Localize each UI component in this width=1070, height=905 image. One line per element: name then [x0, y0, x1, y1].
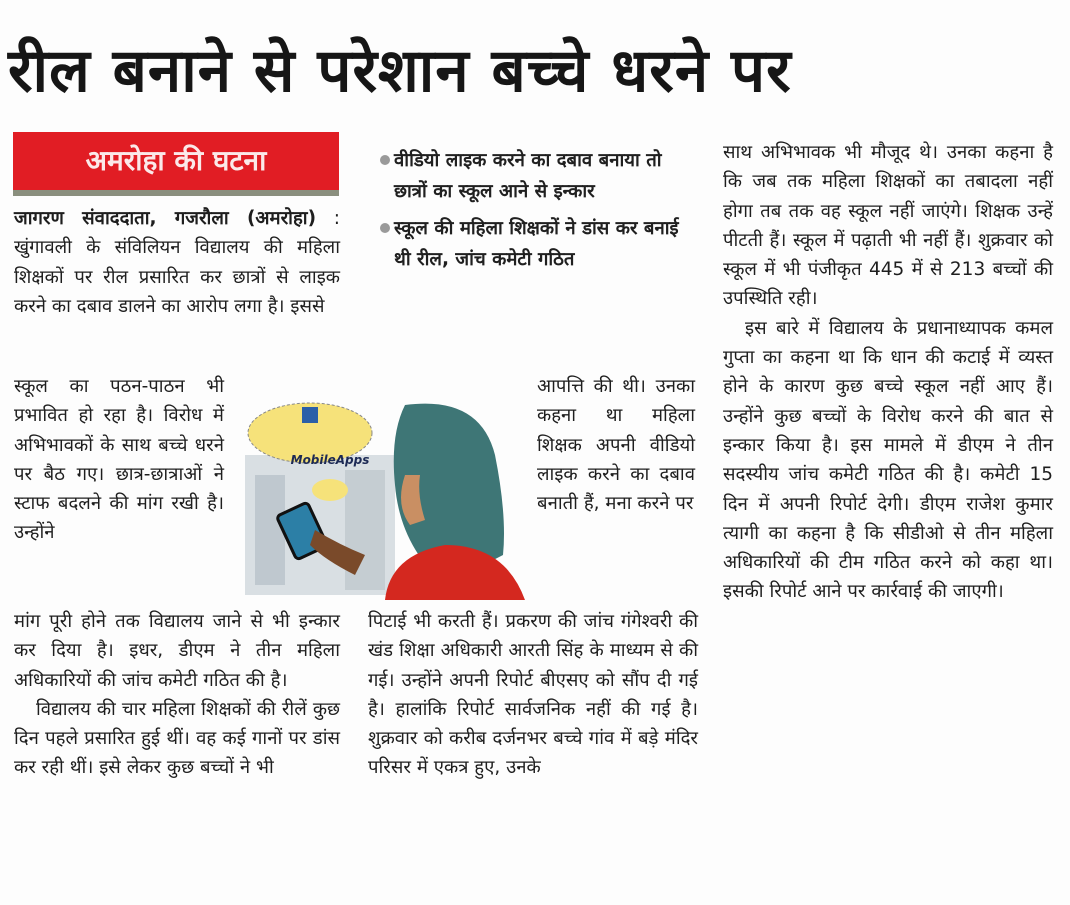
byline: जागरण संवाददाता, गजरौला (अमरोहा) [14, 208, 317, 229]
column-3 [723, 138, 1053, 607]
bullet-icon [380, 155, 390, 165]
headline: रील बनाने से परेशान बच्चे धरने पर [8, 36, 792, 106]
bullet-icon [380, 223, 390, 233]
column-1-intro [14, 204, 340, 321]
illustration-woman-with-phone [245, 395, 525, 600]
highlight-item: वीडियो लाइक करने का दबाव बनाया तो छात्रों का स्कूल आने से इन्कार [380, 145, 680, 207]
paragraph: इस बारे में विद्यालय के प्रधानाध्यापक कमल गुप्ता का कहना था कि धान की कटाई में व्यस्त होने के कारण कुछ बच्चे स्कूल नहीं आए हैं। उन्होंने कुछ बच्चों के विरोध करने की बात से इन्कार किया है। इस मामले में डीएम ने तीन सदस्यीय जांच कमेटी गठित की है। कमेटी 15 दिन में अपनी रिपोर्ट देगी। डीएम राजेश कुमार त्यागी का कहना है कि सीडीओ से तीन महिला अधिकारियों की टीम गठित करने को कहा था। इसकी रिपोर्ट आने पर कार्रवाई की जाएगी। [723, 317, 1053, 603]
column-2-rest: पिटाई भी करती हैं। प्रकरण की जांच गंगेश्वरी की खंड शिक्षा अधिकारी आरती सिंह के माध्यम से की गई। उन्होंने अपनी रिपोर्ट बीएसए को सौंप दी गई है। हालांकि रिपोर्ट सार्वजनिक नहीं की गई है। शुक्रवार को करीब दर्जनभर बच्चे गांव में बड़े मंदिर परिसर में एकत्र हुए, उनके [368, 611, 698, 779]
column-1-rest [14, 607, 340, 783]
section-banner: अमरोहा की घटना [13, 132, 339, 196]
paragraph-2: विद्यालय की चार महिला शिक्षकों की रीलें कुछ दिन पहले प्रसारित हुई थीं। वह कई गानों पर डांस कर रही थीं। इसे लेकर कुछ बच्चों ने भी [14, 698, 340, 779]
mobileapps-label: MobileApps [290, 453, 370, 467]
highlight-item: स्कूल की महिला शिक्षकों ने डांस कर बनाई थी रील, जांच कमेटी गठित [380, 213, 680, 275]
intro-text: : खुंगावली के संविलियन विद्यालय की महिला शिक्षकों पर रील प्रसारित कर छात्रों से लाइक करने का दबाव डालने का आरोप लगा है। इससे [14, 208, 340, 317]
column-1-wrap [14, 372, 224, 548]
column-2-wrap: आपत्ति की थी। उनका कहना था महिला शिक्षक अपनी वीडियो लाइक करने का दबाव बनाती हैं, मना करने पर [537, 376, 695, 515]
paragraph: साथ अभिभावक भी मौजूद थे। उनका कहना है कि जब तक महिला शिक्षकों का तबादला नहीं होगा तब तक वह स्कूल नहीं जाएंगे। शिक्षक उन्हें पीटती हैं। स्कूल में पढ़ाती भी नहीं हैं। शुक्रवार को स्कूल में भी पंजीकृत 445 में से 213 बच्चों की उपस्थिति रही। [723, 142, 1053, 310]
wrap-text: स्कूल का पठन-पाठन भी प्रभावित हो रहा है। विरोध में अभिभावकों के साथ बच्चे धरने पर बैठ गए। छात्र-छात्राओं ने स्टाफ बदलने की मांग रखी है। उन्होंने [14, 376, 224, 544]
highlights-box [380, 145, 680, 281]
rest-text: मांग पूरी होने तक विद्यालय जाने से भी इन्कार कर दिया है। इधर, डीएम ने तीन महिला अधिकारियों की जांच कमेटी गठित की है। [14, 611, 340, 691]
